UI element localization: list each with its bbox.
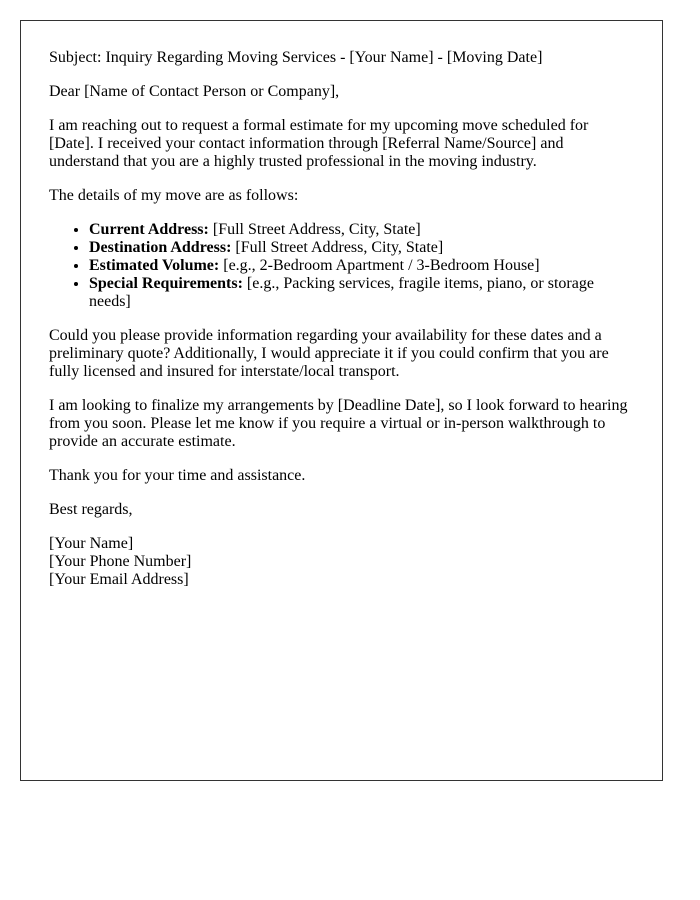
greeting: Dear [Name of Contact Person or Company], [49, 83, 340, 100]
signature-phone: [Your Phone Number] [49, 553, 192, 570]
detail-label: Destination Address: [89, 239, 232, 256]
request-paragraph: Could you please provide information regarding your availability for these dates and a preliminary quote? Additionally, I would appreciate it if you could confirm that you are fully licensed and insured for interstate/local transport. [49, 327, 609, 380]
list-item-destination-address [89, 239, 634, 257]
detail-value: [e.g., 2-Bedroom Apartment / 3-Bedroom House] [219, 257, 540, 274]
subject-line: Subject: Inquiry Regarding Moving Services - [Your Name] - [Moving Date] [49, 49, 543, 66]
closing: Best regards, [49, 501, 133, 518]
signature-block [49, 535, 634, 589]
move-details-list [49, 221, 634, 311]
list-item-current-address [89, 221, 634, 239]
detail-value: [e.g., Packing services, fragile items, piano, or storage needs] [89, 275, 594, 310]
intro-paragraph: I am reaching out to request a formal estimate for my upcoming move scheduled for [Date]. I received your contact information through [Referral Name/Source] and understand that you are a highly trusted professional in the moving industry. [49, 117, 589, 170]
details-intro: The details of my move are as follows: [49, 187, 299, 204]
thanks-paragraph: Thank you for your time and assistance. [49, 467, 306, 484]
deadline-paragraph: I am looking to finalize my arrangements by [Deadline Date], so I look forward to hearing from you soon. Please let me know if you require a virtual or in-person walkthrough to provide an accurate estimate. [49, 397, 628, 450]
list-item-estimated-volume [89, 257, 634, 275]
detail-label: Estimated Volume: [89, 257, 220, 274]
list-item-special-requirements [89, 275, 634, 311]
detail-label: Special Requirements: [89, 275, 243, 292]
detail-value: [Full Street Address, City, State] [208, 221, 421, 238]
detail-label: Current Address: [89, 221, 209, 238]
signature-name: [Your Name] [49, 535, 134, 552]
detail-value: [Full Street Address, City, State] [231, 239, 444, 256]
letter-container [20, 20, 663, 781]
signature-email: [Your Email Address] [49, 571, 189, 588]
